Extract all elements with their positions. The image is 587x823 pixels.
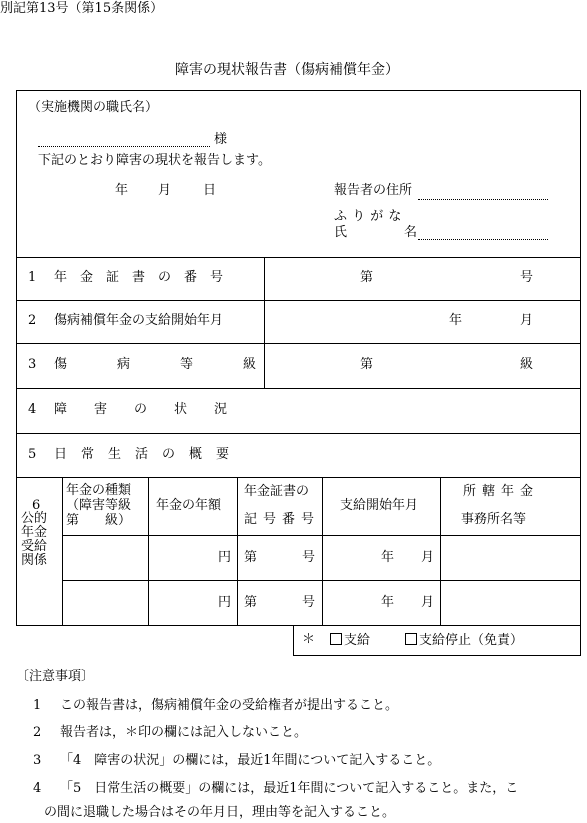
row5-label: 日常生活の概要 xyxy=(54,447,244,462)
entry1-yen[interactable]: 円 xyxy=(218,550,232,565)
row2-top xyxy=(16,300,581,301)
addressee-honorific: 様 xyxy=(214,132,228,147)
date-month[interactable]: 月 xyxy=(158,183,172,198)
intro-text: 下記のとおり障害の現状を報告します。 xyxy=(38,153,271,168)
row6-header-cert-1: 年金証書の xyxy=(244,484,310,499)
entry1-tsuki[interactable]: 月 xyxy=(421,550,435,565)
row6-header-office-1: 所轄年金 xyxy=(463,484,540,499)
row3-number: 3 xyxy=(28,357,37,372)
row2-number: 2 xyxy=(28,313,37,328)
reporter-address-line[interactable] xyxy=(418,199,548,200)
row6-col5 xyxy=(440,477,441,625)
teishi-label: 支給停止（免責） xyxy=(419,633,524,648)
reporter-name-label-2: 名 xyxy=(404,225,418,240)
row6-number: 6 xyxy=(32,498,41,513)
entry1-dai[interactable]: 第 xyxy=(244,550,258,565)
note-4-number: 4 xyxy=(33,781,42,796)
row6-col3 xyxy=(237,477,238,625)
shikyu-checkbox[interactable] xyxy=(330,633,342,645)
reporter-name-line[interactable] xyxy=(418,239,548,240)
row6-header-kind-2: （障害等級 xyxy=(66,498,132,513)
row1-go[interactable]: 号 xyxy=(520,270,534,285)
row1-label: 年金証書の番号 xyxy=(54,270,237,285)
form-reference: 別記第13号（第15条関係） xyxy=(0,1,164,16)
row6-col1 xyxy=(62,477,63,625)
row6-header-kind-1: 年金の種類 xyxy=(66,483,132,498)
note-1-number: 1 xyxy=(33,698,42,713)
frame-right xyxy=(580,90,581,655)
entry1-go[interactable]: 号 xyxy=(302,550,316,565)
note-2-number: 2 xyxy=(33,725,42,740)
row6-label: 公的年金受給関係 xyxy=(20,511,47,568)
row1-top xyxy=(16,257,581,258)
row1-number: 1 xyxy=(28,270,37,285)
note-3-text: 「4 障害の状況」の欄には，最近1年間について記入すること。 xyxy=(60,753,441,768)
note-2-text: 報告者は，＊印の欄には記入しないこと。 xyxy=(60,725,308,740)
official-asterisk: ＊ xyxy=(302,632,316,647)
row2-label: 傷病補償年金の支給開始年月 xyxy=(54,313,224,328)
row1-dai[interactable]: 第 xyxy=(360,270,374,285)
row6-header-kind-3: 第 級） xyxy=(66,513,132,528)
note-3-number: 3 xyxy=(33,753,42,768)
official-box-bottom xyxy=(293,655,581,656)
row3-dai[interactable]: 第 xyxy=(360,357,374,372)
reporter-furigana-label: ふ り が な xyxy=(334,209,402,224)
row6-col2 xyxy=(148,477,149,625)
row4-top xyxy=(16,388,581,389)
row5-top xyxy=(16,433,581,434)
note-4-text-cont: の間に退職した場合はその年月日，理由等を記入すること。 xyxy=(44,805,396,820)
row6-header-office-2: 事務所名等 xyxy=(461,512,527,527)
option-shikyu[interactable] xyxy=(330,633,370,647)
row4-label: 障害の状況 xyxy=(54,402,255,417)
reporter-name-label-1: 氏 xyxy=(334,225,348,240)
entry2-dai[interactable]: 第 xyxy=(244,595,258,610)
frame-bottom xyxy=(16,625,581,626)
row2-nen[interactable]: 年 xyxy=(449,313,463,328)
row2-tsuki[interactable]: 月 xyxy=(520,313,534,328)
notes-heading: 〔注意事項〕 xyxy=(16,669,95,684)
row6-header-amount: 年金の年額 xyxy=(156,498,222,513)
row6-col4 xyxy=(322,477,323,625)
row3-top xyxy=(16,343,581,344)
entry2-tsuki[interactable]: 月 xyxy=(421,595,435,610)
row4-number: 4 xyxy=(28,402,37,417)
row3-label: 傷病等級 xyxy=(54,357,307,372)
addressee-label: （実施機関の職氏名） xyxy=(28,100,159,115)
row3-kyu[interactable]: 級 xyxy=(520,357,534,372)
note-1-text: この報告書は，傷病補償年金の受給権者が提出すること。 xyxy=(60,698,399,713)
entry1-nen[interactable]: 年 xyxy=(381,550,395,565)
entry2-nen[interactable]: 年 xyxy=(381,595,395,610)
row6-entry-separator xyxy=(62,580,581,581)
frame-left xyxy=(16,90,17,625)
row5-number: 5 xyxy=(28,447,37,462)
entry2-yen[interactable]: 円 xyxy=(218,595,232,610)
official-box-left xyxy=(293,625,294,655)
page-title: 障害の現状報告書（傷病補償年金） xyxy=(175,62,399,78)
addressee-line[interactable] xyxy=(38,146,210,147)
row6-header-start: 支給開始年月 xyxy=(340,498,419,513)
row6-top xyxy=(16,477,581,478)
shikyu-label: 支給 xyxy=(344,633,371,648)
teishi-checkbox[interactable] xyxy=(405,633,417,645)
date-day[interactable]: 日 xyxy=(203,183,217,198)
row6-header-bottom xyxy=(62,535,581,536)
option-teishi[interactable] xyxy=(405,633,523,647)
note-4-text: 「5 日常生活の概要」の欄には，最近1年間について記入すること。また，こ xyxy=(60,781,519,796)
entry2-go[interactable]: 号 xyxy=(302,595,316,610)
row6-header-cert-2: 記号番号 xyxy=(244,512,321,527)
reporter-address-label: 報告者の住所 xyxy=(334,183,413,198)
date-year[interactable]: 年 xyxy=(115,183,129,198)
frame-top xyxy=(16,90,581,91)
